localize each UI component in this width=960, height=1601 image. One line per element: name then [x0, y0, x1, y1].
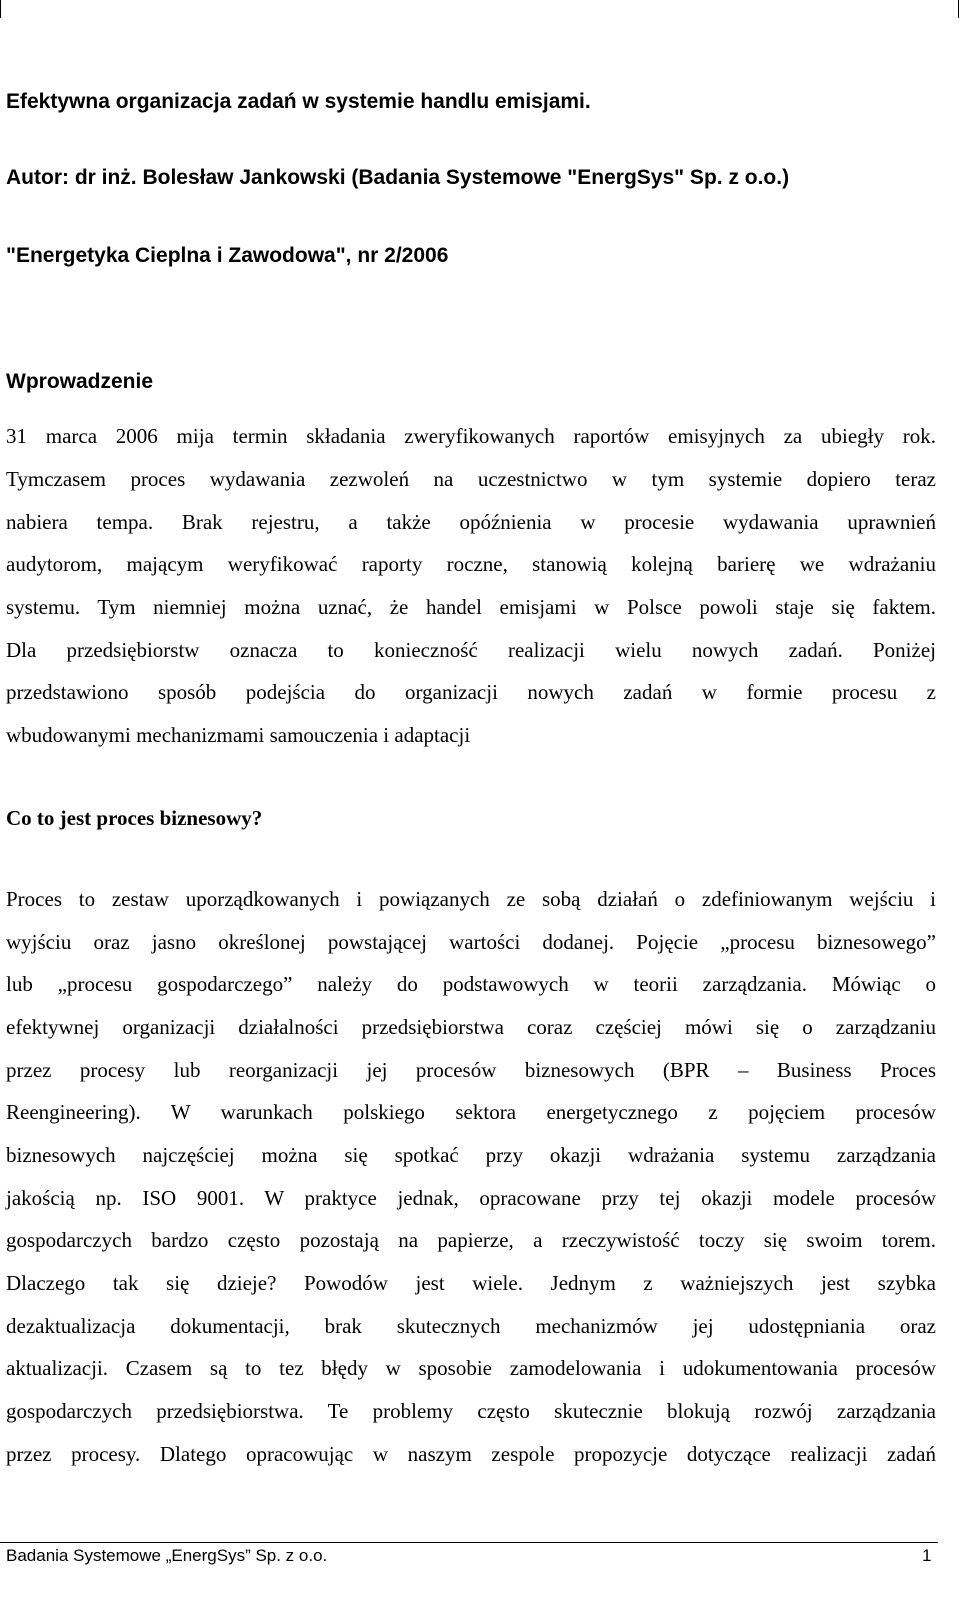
section-line: aktualizacji. Czasem są to tez błędy w sposobie zamodelowania i udokumentowania procesów [6, 1356, 936, 1380]
section-line: przez procesy. Dlatego opracowując w naszym zespole propozycje dotyczące realizacji zadań [6, 1442, 936, 1466]
section-line: Proces to zestaw uporządkowanych i powiązanych ze sobą działań o zdefiniowanym wejściu i [6, 887, 936, 911]
footer-divider [0, 1542, 938, 1543]
section-line: biznesowych najczęściej można się spotkać przy okazji wdrażania systemu zarządzania [6, 1143, 936, 1167]
page-number: 1 [922, 1546, 932, 1565]
author-line: Autor: dr inż. Bolesław Jankowski (Badania Systemowe "EnergSys" Sp. z o.o.) [6, 166, 790, 189]
section-line: Dlaczego tak się dzieje? Powodów jest wiele. Jednym z ważniejszych jest szybka [6, 1271, 936, 1295]
section-line: wyjściu oraz jasno określonej powstającej wartości dodanej. Pojęcie „procesu biznesowego” [6, 930, 936, 954]
section-heading: Co to jest proces biznesowy? [6, 806, 263, 830]
section-line: jakością np. ISO 9001. W praktyce jednak, opracowane przy tej okazji modele procesów [6, 1186, 936, 1210]
intro-line: nabiera tempa. Brak rejestru, a także opóźnienia w procesie wydawania uprawnień [6, 510, 936, 534]
intro-line: przedstawiono sposób podejścia do organizacji nowych zadań w formie procesu z [6, 680, 936, 704]
section-line: Reengineering). W warunkach polskiego sektora energetycznego z pojęciem procesów [6, 1100, 936, 1124]
right-page-edge [958, 0, 959, 18]
section-line: dezaktualizacja dokumentacji, brak skutecznych mechanizmów jej udostępniania oraz [6, 1314, 936, 1338]
source-line: "Energetyka Cieplna i Zawodowa", nr 2/2006 [6, 244, 449, 267]
left-page-edge [0, 0, 1, 18]
intro-heading: Wprowadzenie [6, 370, 154, 393]
intro-line: Dla przedsiębiorstw oznacza to konieczność realizacji wielu nowych zadań. Poniżej [6, 638, 936, 662]
section-line: efektywnej organizacji działalności przedsiębiorstwa coraz częściej mówi się o zarządzaniu [6, 1015, 936, 1039]
section-line: gospodarczych przedsiębiorstwa. Te problemy często skutecznie blokują rozwój zarządzania [6, 1399, 936, 1423]
section-line: gospodarczych bardzo często pozostają na papierze, a rzeczywistość toczy się swoim torem. [6, 1228, 936, 1252]
intro-line: wbudowanymi mechanizmami samouczenia i adaptacji [6, 723, 471, 747]
intro-line: 31 marca 2006 mija termin składania zweryfikowanych raportów emisyjnych za ubiegły rok. [6, 424, 936, 448]
intro-line: systemu. Tym niemniej można uznać, że handel emisjami w Polsce powoli staje się faktem. [6, 595, 936, 619]
section-line: przez procesy lub reorganizacji jej procesów biznesowych (BPR – Business Proces [6, 1058, 936, 1082]
footer-company: Badania Systemowe „EnergSys” Sp. z o.o. [6, 1546, 328, 1565]
intro-line: audytorom, mającym weryfikować raporty roczne, stanowią kolejną barierę we wdrażaniu [6, 552, 936, 576]
section-line: lub „procesu gospodarczego” należy do podstawowych w teorii zarządzania. Mówiąc o [6, 972, 936, 996]
document-title: Efektywna organizacja zadań w systemie handlu emisjami. [6, 90, 591, 113]
intro-line: Tymczasem proces wydawania zezwoleń na uczestnictwo w tym systemie dopiero teraz [6, 467, 936, 491]
